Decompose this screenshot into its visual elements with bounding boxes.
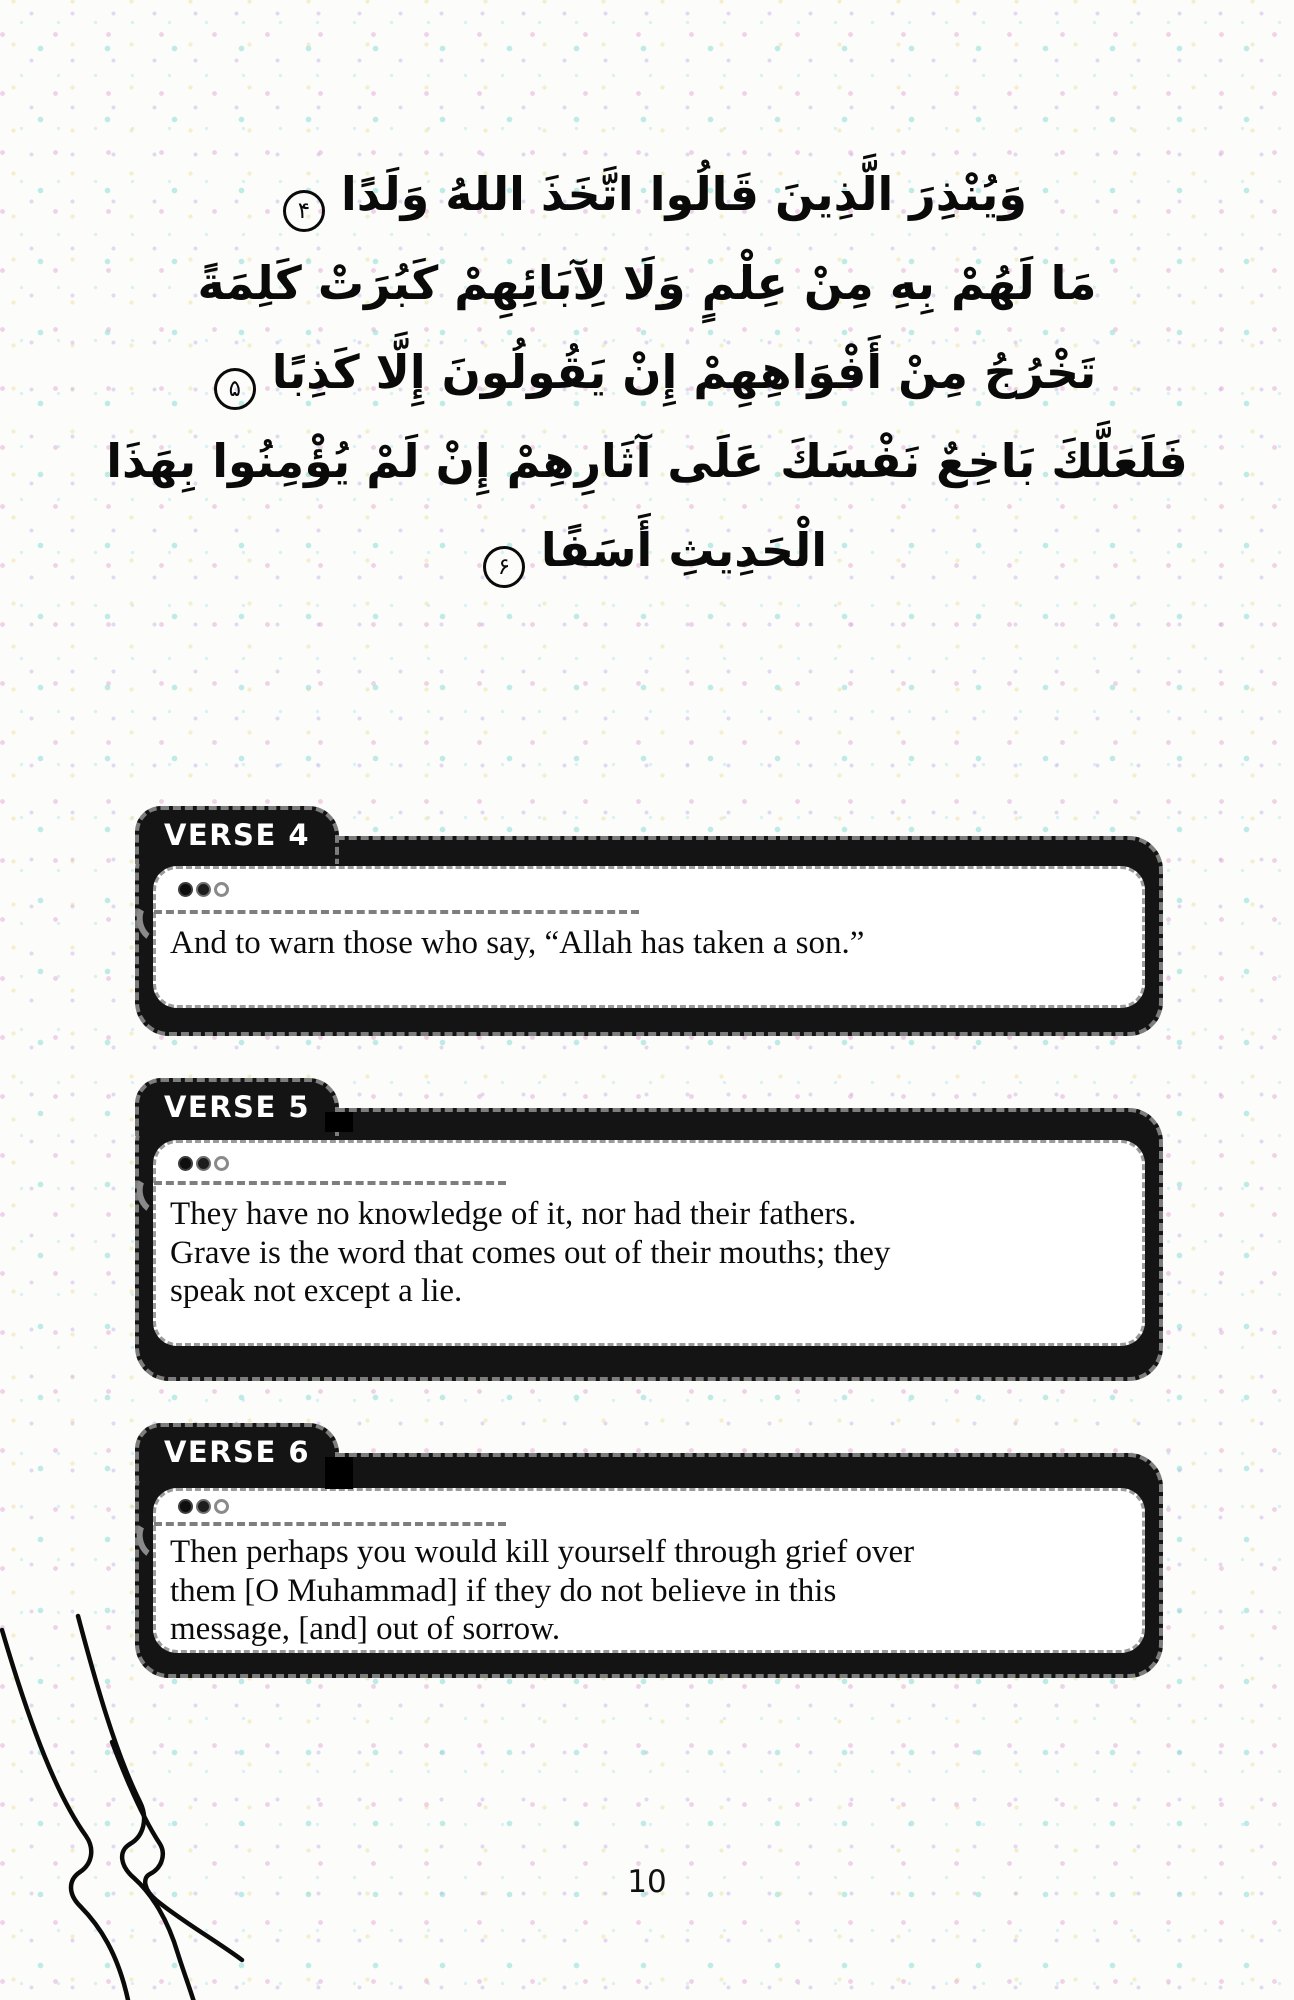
verse-6-tab: [135, 1423, 339, 1481]
verse-6-window: [153, 1488, 1145, 1653]
page-number: 10: [627, 1864, 667, 1900]
verse-4-label: VERSE 4: [163, 818, 311, 852]
translation-line: Grave is the word that comes out of their mouths; they: [170, 1234, 891, 1271]
arabic-line: [70, 150, 1224, 239]
arabic-verses-block: [70, 150, 1224, 595]
window-dot-icon: [196, 882, 211, 897]
verse-4-body: [135, 836, 1163, 1036]
window-dot-icon: [196, 1156, 211, 1171]
arabic-text: وَيُنْذِرَ الَّذِينَ قَالُوا اتَّخَذَ اللهُ وَلَدًا: [340, 167, 1027, 221]
verse-5-body: [135, 1108, 1163, 1381]
verse-5-tab: [135, 1078, 339, 1136]
translation-line: They have no knowledge of it, nor had their fathers.: [170, 1196, 857, 1232]
arabic-text: مَا لَهُمْ بِهِ مِنْ عِلْمٍ وَلَا لِآبَائِهِمْ كَبُرَتْ كَلِمَةً: [197, 256, 1097, 310]
ayah-end-marker: ۵: [214, 368, 256, 410]
window-dot-icon: [178, 882, 193, 897]
window-dot-icon: [214, 1499, 229, 1514]
verse-4-window: [153, 866, 1145, 1008]
verse-5-label: VERSE 5: [163, 1090, 311, 1124]
translation-line: Then perhaps you would kill yourself through grief over: [170, 1534, 915, 1570]
arabic-text: فَلَعَلَّكَ بَاخِعٌ نَفْسَكَ عَلَى آثَارِهِمْ إِنْ لَمْ يُؤْمِنُوا بِهَذَا: [106, 434, 1188, 488]
dashed-divider: [154, 1522, 506, 1526]
verse-card-6: [135, 1423, 1163, 1680]
window-dot-icon: [178, 1499, 193, 1514]
verse-6-translation: [170, 1533, 1132, 1649]
dashed-divider: [154, 1181, 506, 1185]
tab-notch-decoration: [325, 1457, 353, 1489]
dashed-divider: [154, 910, 639, 914]
window-dots: [178, 1498, 1132, 1514]
verse-4-translation: [170, 924, 1132, 963]
translation-line: message, [and] out of sorrow.: [170, 1611, 561, 1647]
ayah-end-marker: ۶: [483, 546, 525, 588]
arabic-line: [70, 417, 1224, 506]
translation-line: And to warn those who say, “Allah has taken a son.”: [170, 925, 865, 961]
window-dot-icon: [178, 1156, 193, 1171]
verse-6-body: [135, 1453, 1163, 1678]
translation-line: speak not except a lie.: [170, 1273, 463, 1309]
verse-4-tab: [135, 806, 339, 864]
window-dots: [178, 881, 1132, 897]
arabic-line: [70, 506, 1224, 595]
verse-5-window: [153, 1140, 1145, 1346]
window-dot-icon: [214, 1156, 229, 1171]
verse-6-label: VERSE 6: [163, 1435, 311, 1469]
ayah-end-marker: ۴: [283, 190, 325, 232]
verse-card-5: [135, 1078, 1163, 1383]
tab-notch-decoration: [325, 1112, 353, 1132]
arabic-text: تَخْرُجُ مِنْ أَفْوَاهِهِمْ إِنْ يَقُولُونَ إِلَّا كَذِبًا: [271, 345, 1097, 399]
window-dots: [178, 1155, 1132, 1171]
verse-card-4: [135, 806, 1163, 1038]
arabic-text: الْحَدِيثِ أَسَفًا: [540, 523, 828, 577]
translation-line: them [O Muhammad] if they do not believe in this: [170, 1572, 837, 1609]
arabic-line: [70, 328, 1224, 417]
window-dot-icon: [214, 882, 229, 897]
verse-5-translation: [170, 1195, 1132, 1311]
arabic-line: [70, 239, 1224, 328]
window-dot-icon: [196, 1499, 211, 1514]
